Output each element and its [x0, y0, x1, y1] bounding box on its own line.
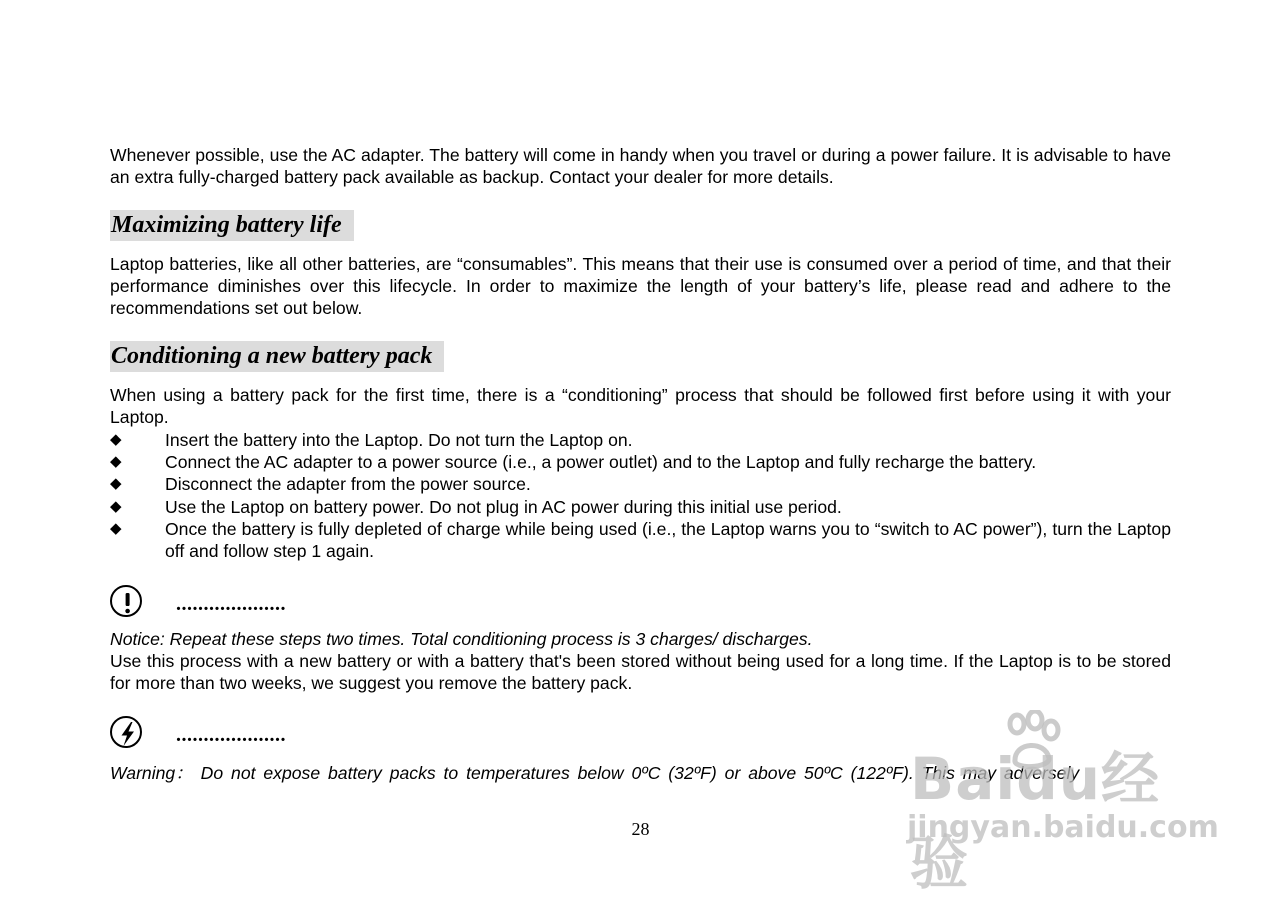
list-item — [110, 518, 1171, 562]
list-item — [110, 451, 1171, 473]
diamond-bullet-icon: ◆ — [110, 431, 122, 448]
warning-dots: .................... — [176, 724, 286, 746]
notice-dots: .................... — [176, 593, 286, 615]
intro-paragraph: Whenever possible, use the AC adapter. The battery will come in handy when you travel or during a power failure. It is advisable to have an extra fully-charged battery pack available as backup. Contact your dealer for more details. — [110, 145, 1171, 188]
section-heading-maximizing: Maximizing battery life — [110, 210, 354, 241]
list-item — [110, 496, 1171, 518]
list-item — [110, 473, 1171, 495]
exclamation-circle-icon — [110, 585, 142, 617]
diamond-bullet-icon: ◆ — [110, 519, 122, 537]
diamond-bullet-icon: ◆ — [110, 453, 122, 471]
list-item — [110, 429, 1171, 451]
page-number: 28 — [631, 819, 650, 839]
diamond-bullet-icon: ◆ — [110, 497, 122, 515]
diamond-bullet-icon: ◆ — [110, 475, 122, 493]
conditioning-steps-list — [110, 429, 1171, 562]
lightning-circle-icon — [110, 716, 142, 748]
step-text: Disconnect the adapter from the power source. — [165, 474, 531, 495]
step-text: Connect the AC adapter to a power source (i.e., a power outlet) and to the Laptop and fully recharge the battery. — [165, 452, 1037, 473]
step-text: Use the Laptop on battery power. Do not plug in AC power during this initial use period. — [165, 496, 842, 517]
section-heading-conditioning: Conditioning a new battery pack — [110, 341, 444, 372]
step-text: Once the battery is fully depleted of charge while being used (i.e., the Laptop warns you to “switch to AC power”), turn the Laptop off and follow step 1 again. — [165, 518, 1171, 562]
notice-followup-paragraph: Use this process with a new battery or with a battery that's been stored without being used for a long time. If the Laptop is to be stored for more than two weeks, we suggest you remove the battery pack. — [110, 651, 1171, 694]
notice-text: Notice: Repeat these steps two times. Total conditioning process is 3 charges/ discharges. — [110, 629, 813, 649]
baidu-watermark — [905, 710, 1219, 897]
watermark-url: jingyan.baidu.com — [907, 810, 1219, 845]
warning-text: Warning： Do not expose battery packs to temperatures below 0ºC (32ºF) or above 50ºC (122ºF). This may adversely — [110, 763, 1080, 783]
section-body-conditioning: When using a battery pack for the first time, there is a “conditioning” process that should be followed first before using it with your Laptop. — [110, 385, 1171, 428]
section-body-maximizing: Laptop batteries, like all other batteries, are “consumables”. This means that their use is consumed over a period of time, and that their performance diminishes over this lifecycle. In order to maximize the length of your battery’s life, please read and adhere to the recommendations set out below. — [110, 254, 1171, 319]
watermark-brand: Baidu经验 — [910, 745, 1161, 897]
step-text: Insert the battery into the Laptop. Do not turn the Laptop on. — [165, 430, 633, 450]
